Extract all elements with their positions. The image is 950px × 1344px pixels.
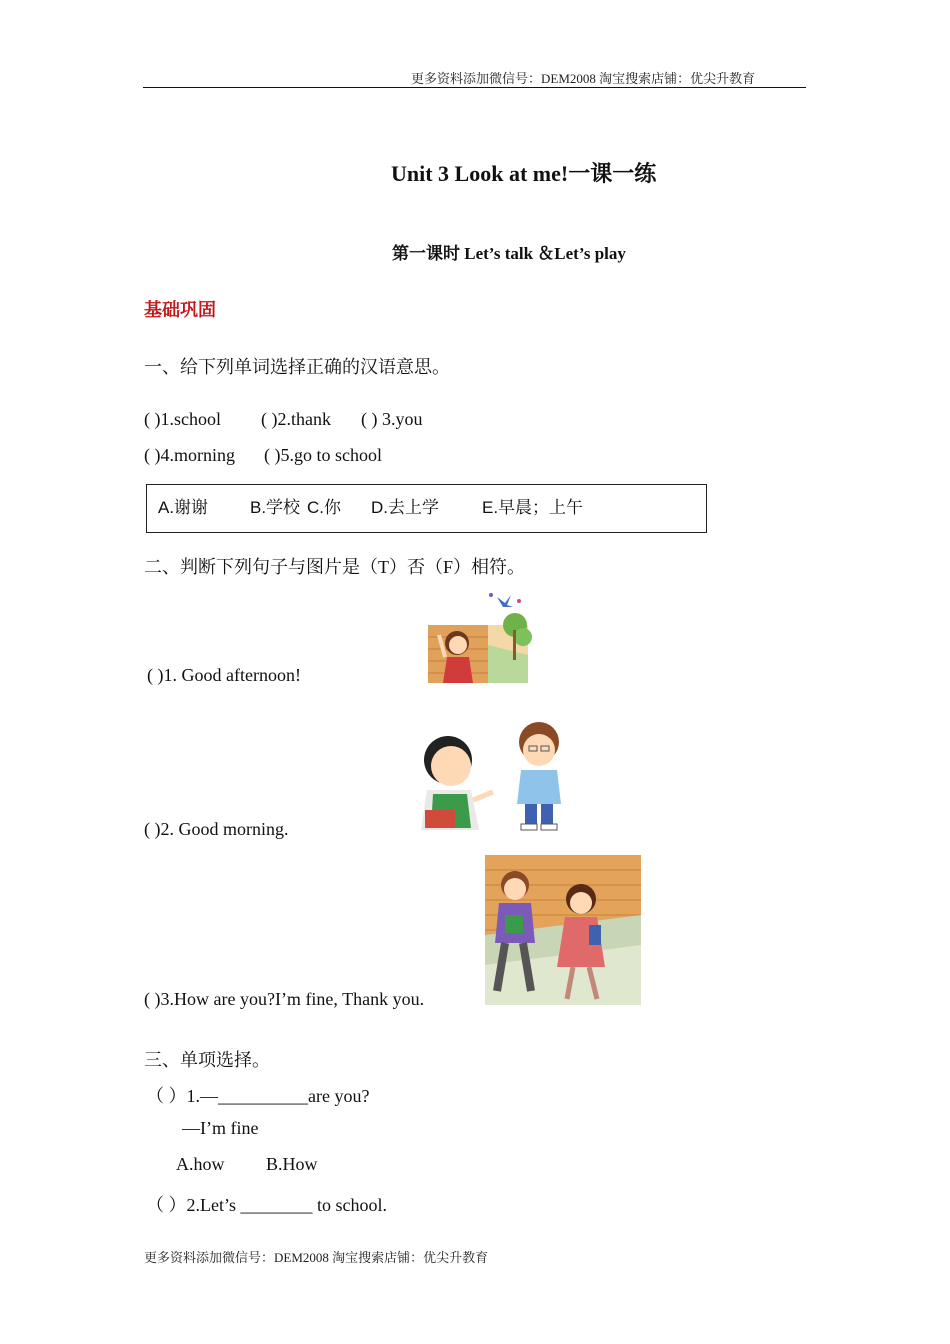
part1-heading: 一、给下列单词选择正确的汉语意思。 bbox=[144, 357, 450, 377]
option-e: E.早晨；上午 bbox=[482, 498, 584, 517]
part1-item-3: ( ) 3.you bbox=[361, 409, 423, 429]
part3-question-1: （ ）1.—__________are you? bbox=[146, 1086, 370, 1106]
children-walking-illustration bbox=[485, 855, 641, 1005]
part1-item-4: ( )4.morning bbox=[144, 445, 235, 465]
header-divider bbox=[143, 87, 806, 88]
part1-item-2: ( )2.thank bbox=[261, 409, 331, 429]
page-title: Unit 3 Look at me!一课一练 bbox=[391, 161, 657, 186]
part3-question-2: （ ）2.Let’s ________ to school. bbox=[146, 1195, 387, 1215]
part3-q1-answer: —I’m fine bbox=[182, 1118, 259, 1138]
option-d: D.去上学 bbox=[371, 498, 439, 517]
part1-item-5: ( )5.go to school bbox=[264, 445, 382, 465]
part3-heading: 三、单项选择。 bbox=[144, 1050, 270, 1070]
page-footer: 更多资料添加微信号：DEM2008 淘宝搜索店铺：优尖升教育 bbox=[144, 1250, 489, 1265]
part3-q1-option-b: B.How bbox=[266, 1154, 318, 1174]
part2-item-3: ( )3.How are you?I’m fine, Thank you. bbox=[144, 989, 425, 1009]
lesson-subtitle: 第一课时 Let’s talk ＆Let’s play bbox=[392, 244, 626, 263]
part3-q1-option-a: A.how bbox=[176, 1154, 225, 1174]
section-basic: 基础巩固 bbox=[144, 300, 216, 320]
part2-item-1: ( )1. Good afternoon! bbox=[147, 665, 301, 685]
part1-item-1: ( )1.school bbox=[144, 409, 221, 429]
option-c: C.你 bbox=[307, 498, 341, 517]
part2-item-2: ( )2. Good morning. bbox=[144, 819, 289, 839]
part2-heading: 二、判断下列句子与图片是（T）否（F）相符。 bbox=[144, 557, 526, 577]
page-header: 更多资料添加微信号：DEM2008 淘宝搜索店铺：优尖升教育 bbox=[411, 71, 756, 86]
option-b: B.学校 bbox=[250, 498, 301, 517]
two-boys-illustration bbox=[403, 720, 568, 838]
girl-waving-illustration bbox=[425, 585, 535, 685]
option-a: A.谢谢 bbox=[158, 498, 209, 517]
